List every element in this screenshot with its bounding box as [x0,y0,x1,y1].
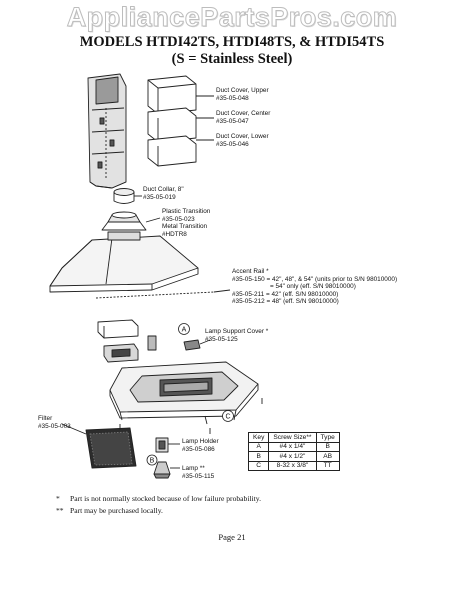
filter-part [86,428,136,468]
table-cell: TT [316,461,339,471]
label-lamp-holder: Lamp Holder #35-05-086 [182,438,219,453]
page-subtitle: (S = Stainless Steel) [171,51,293,67]
label-lamp-support-cover: Lamp Support Cover * #35-05-125 [205,328,269,343]
label-accent-rail: Accent Rail * #35-05-150 = 42", 48", & 54" (units prior to S/N 98010000) = 54" only (eff. S/N 98010000) #35-05-211 = 42" (eff. S/N 98010000) #35-05-212 = 48" (eff. S/N 98010000) [232,268,398,306]
label-duct-cover-lower: Duct Cover, Lower #35-05-046 [216,133,269,148]
table-cell: 8-32 x 3/8" [269,461,316,471]
label-filter: Filter #35-05-003 [38,415,71,430]
label-duct-collar: Duct Collar, 8" #35-05-019 [143,186,184,201]
table-cell: B [316,442,339,452]
table-header-row [249,433,340,443]
label-duct-cover-upper: Duct Cover, Upper #35-05-048 [216,87,269,102]
screw-key-table [248,432,340,471]
duct-cover-lower-part [148,136,196,166]
hood-canopy-part [50,232,198,292]
table-cell: #4 x 1/4" [269,442,316,452]
footnote-2: ** Part may be purchased locally. [56,506,163,515]
callout-b-text: B [149,457,155,465]
lamp-support-cover-part [148,336,200,350]
callout-a-text: A [181,326,187,334]
page-title: MODELS HTDI42TS, HTDI48TS, & HTDI54TS [79,34,385,50]
hood-bottom-tray-part [110,362,258,418]
lamp-support-box-left [98,320,138,338]
callout-c-text: C [225,413,231,421]
accent-rail-part [96,290,230,298]
lamp-support-box-left-lower [104,344,138,362]
lamp-holder-part [156,438,168,452]
plastic-transition-part [102,212,146,230]
duct-cover-center-part [148,108,196,142]
table-cell: B [249,452,269,462]
callout-b [147,455,157,465]
table-header: Screw Size** [269,433,316,443]
duct-collar-part [114,189,134,204]
duct-cover-upper-part [148,76,196,114]
table-header: Key [249,433,269,443]
table-cell: A [249,442,269,452]
page-number: Page 21 [218,532,246,542]
table-cell: C [249,461,269,471]
label-plastic-transition: Plastic Transition #35-05-023 Metal Transition #HDTR8 [162,208,211,238]
table-cell: AB [316,452,339,462]
duct-cover-assembly-left [88,74,126,188]
label-duct-cover-center: Duct Cover, Center #35-05-047 [216,110,271,125]
watermark: AppliancePartsPros.com [66,2,398,32]
lamp-part [154,462,170,478]
table-header: Type [316,433,339,443]
footnote-1: * Part is not normally stocked because of low failure probability. [56,494,261,503]
table-row [249,452,340,462]
table-cell: #4 x 1/2" [269,452,316,462]
table-row [249,461,340,471]
callout-a [179,324,190,335]
callout-c [223,411,234,422]
table-row [249,442,340,452]
label-lamp: Lamp ** #35-05-115 [182,465,215,480]
